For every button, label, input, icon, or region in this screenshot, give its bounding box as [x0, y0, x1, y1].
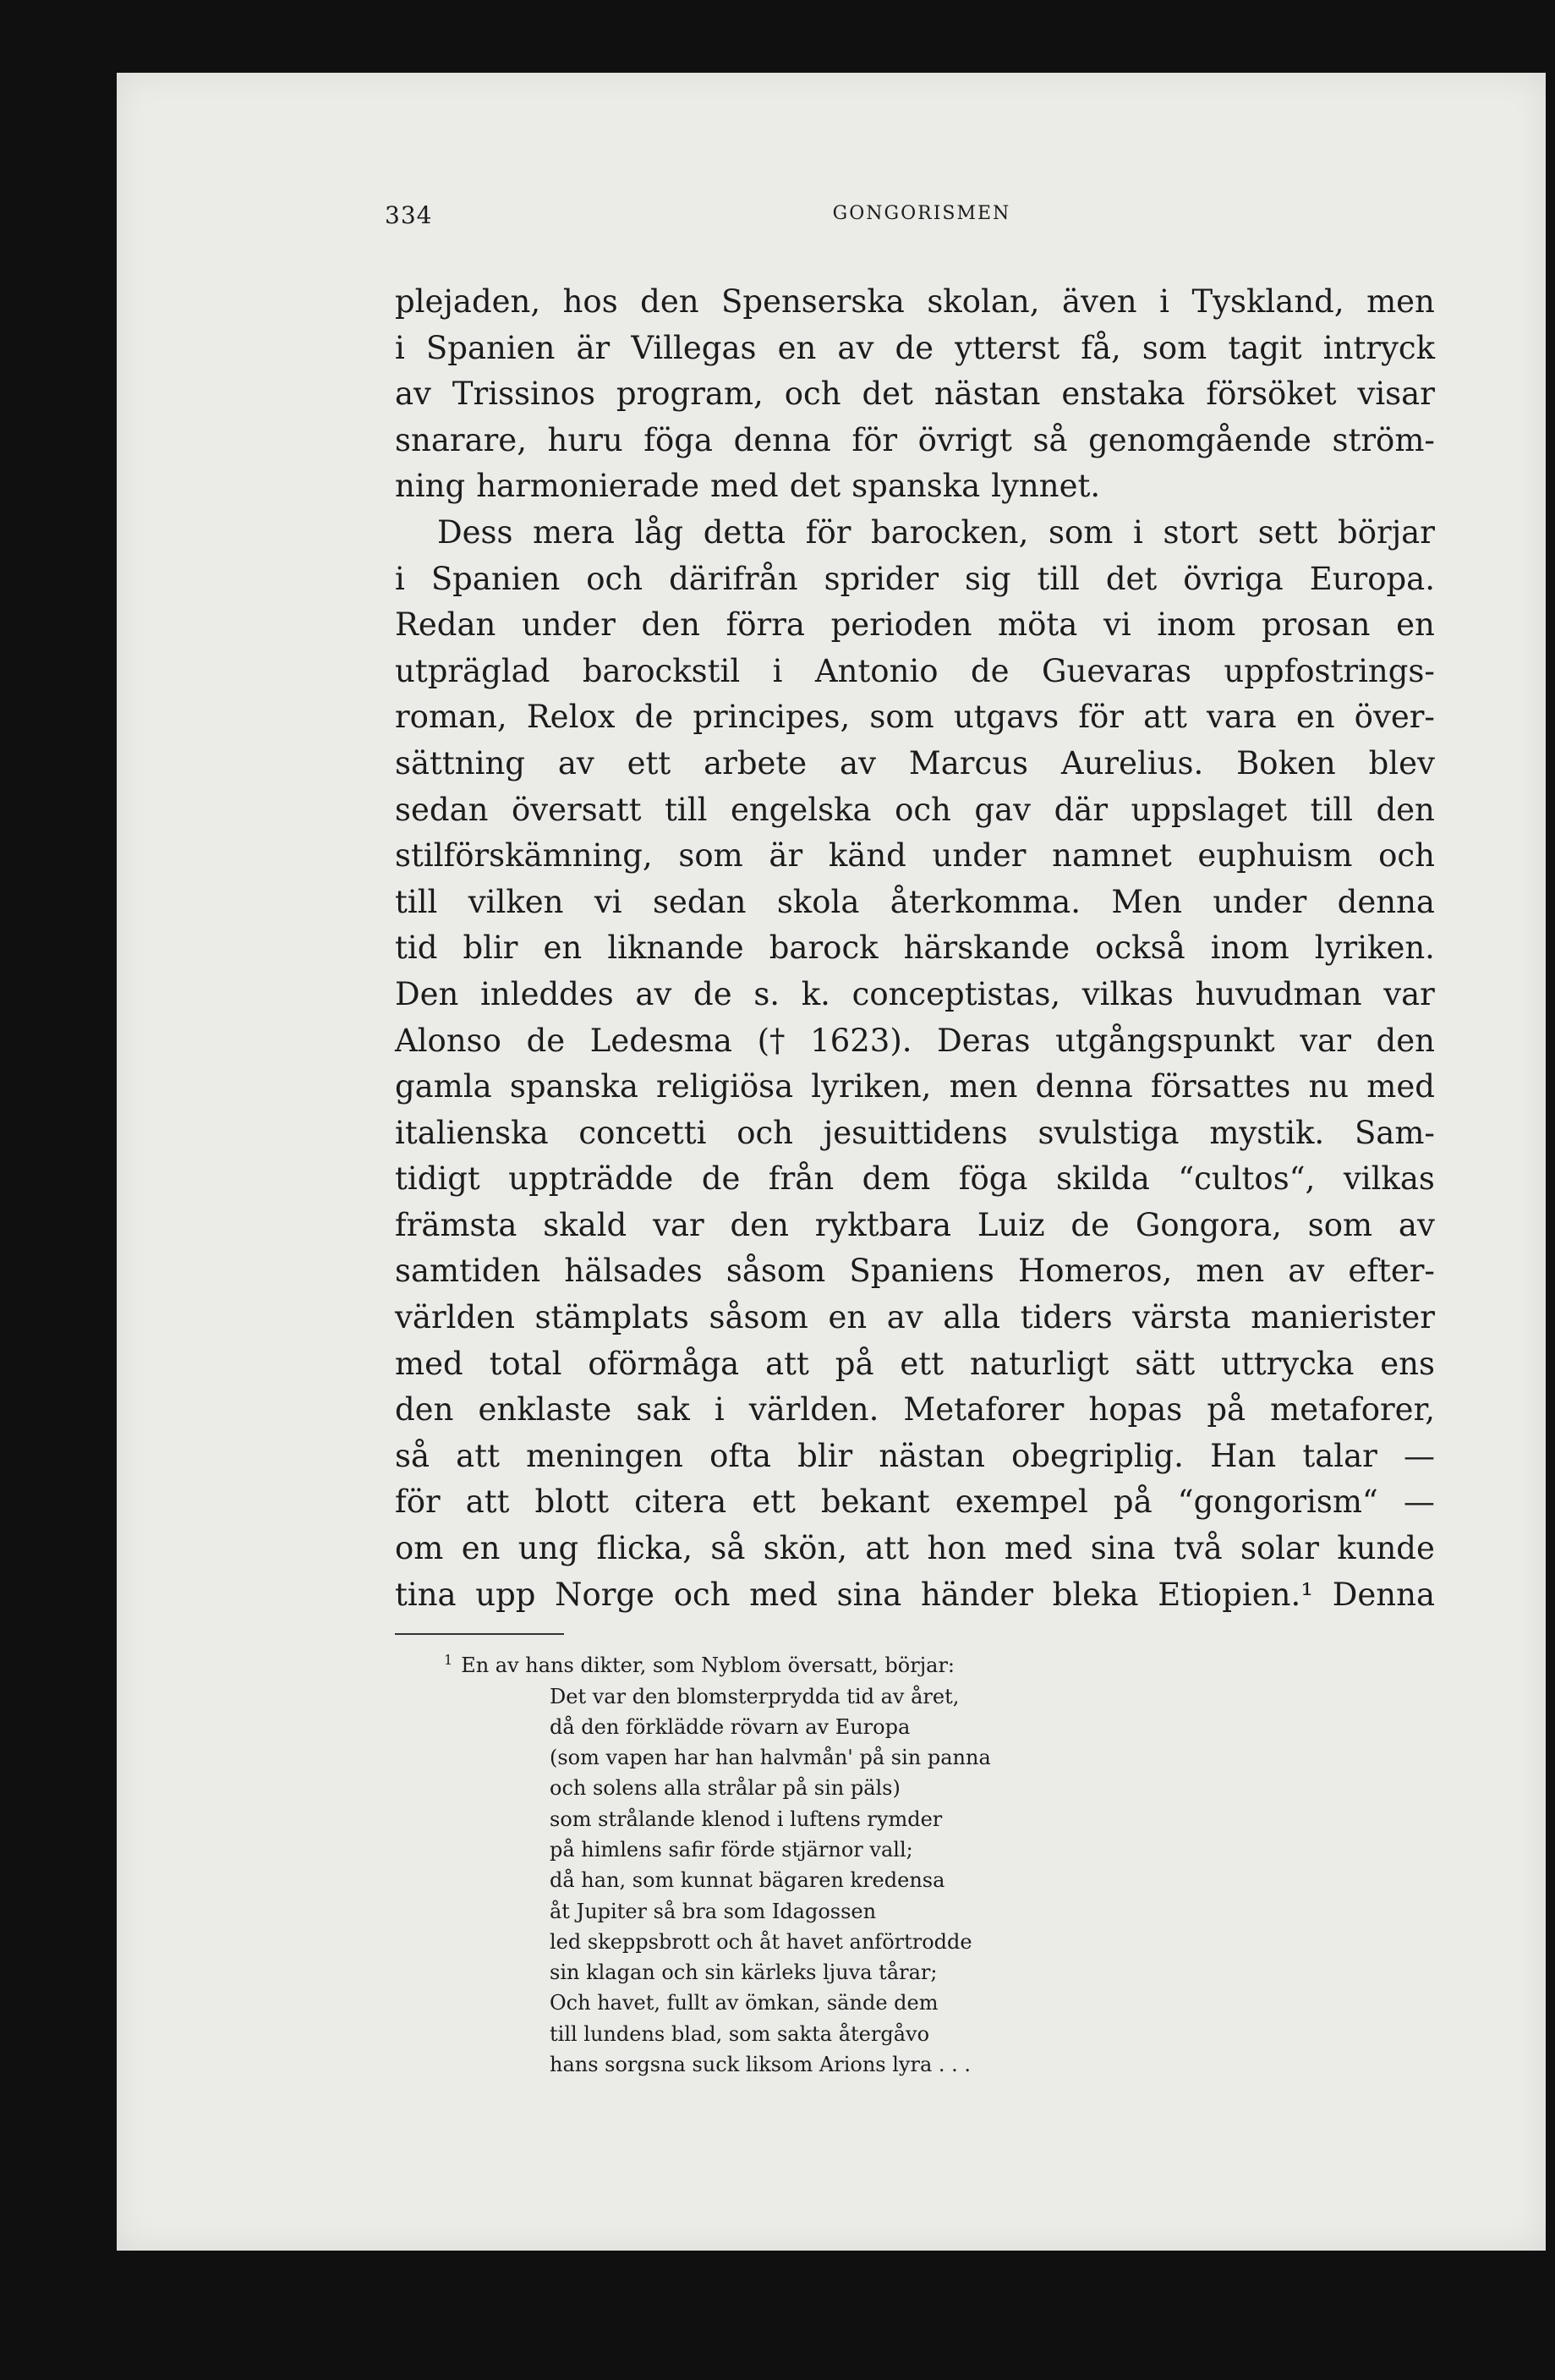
page-number: 334 — [385, 201, 433, 229]
body-line: så att meningen ofta blir nästan obegriplig. Han talar — — [395, 1437, 1435, 1474]
footnote-intro: En av hans dikter, som Nyblom översatt, börjar: — [461, 1653, 955, 1678]
footnote-poem — [550, 1681, 1442, 2081]
body-line: den enklaste sak i världen. Metaforer hopas på metaforer, — [395, 1391, 1435, 1429]
poem-line: Och havet, fullt av ömkan, sände dem — [550, 1991, 939, 2015]
body-line: för att blott citera ett bekant exempel på “gongorism“ — — [395, 1483, 1435, 1521]
running-head: GONGORISMEN — [832, 203, 1011, 224]
body-line: stilförskämning, som är känd under namnet euphuism och — [395, 837, 1435, 875]
poem-line: led skeppsbrott och åt havet anförtrodde — [550, 1929, 972, 1954]
body-line: samtiden hälsades såsom Spaniens Homeros, men av efter- — [395, 1253, 1435, 1290]
poem-line: åt Jupiter så bra som Idagossen — [550, 1899, 877, 1923]
body-line: sättning av ett arbete av Marcus Aurelius. Boken blev — [395, 744, 1435, 781]
body-line: Dess mera låg detta för barocken, som i stort sett börjar — [437, 513, 1435, 551]
footnote-rule — [395, 1633, 564, 1635]
body-line: Alonso de Ledesma († 1623). Deras utgångspunkt var den — [395, 1022, 1435, 1059]
poem-line: Det var den blomsterprydda tid av året, — [550, 1684, 960, 1708]
body-line: av Trissinos program, och det nästan enstaka försöket visar — [395, 376, 1435, 413]
poem-line: som strålande klenod i luftens rymder — [550, 1807, 943, 1831]
body-line: snarare, huru föga denna för övrigt så genomgående ström- — [395, 421, 1435, 458]
body-line: tidigt uppträdde de från dem föga skilda “cultos“, vilkas — [395, 1160, 1435, 1198]
body-line: i Spanien och därifrån sprider sig till det övriga Europa. — [395, 560, 1435, 597]
body-line: roman, Relox de principes, som utgavs för att vara en över- — [395, 699, 1435, 736]
body-line: främsta skald var den ryktbara Luiz de Gongora, som av — [395, 1206, 1435, 1243]
page-header — [385, 201, 1442, 235]
footnote — [444, 1645, 1442, 1681]
body-line: Den inleddes av de s. k. conceptistas, vilkas huvudman var — [395, 975, 1435, 1012]
body-line: världen stämplats såsom en av alla tiders värsta manierister — [395, 1299, 1435, 1336]
body-line: ning harmonierade med det spanska lynnet. — [395, 468, 1101, 505]
body-line: om en ung flicka, så skön, att hon med sina två solar kunde — [395, 1530, 1435, 1567]
poem-line: då den förklädde rövarn av Europa — [550, 1714, 911, 1739]
footnote-marker: 1 — [444, 1652, 453, 1669]
poem-line: och solens alla strålar på sin päls) — [550, 1776, 901, 1801]
body-text — [395, 279, 1435, 1618]
poem-line: (som vapen har han halvmån' på sin panna — [550, 1746, 991, 1770]
body-line: gamla spanska religiösa lyriken, men denna försattes nu med — [395, 1068, 1435, 1105]
body-line: till vilken vi sedan skola återkomma. Men under denna — [395, 883, 1435, 920]
poem-line: på himlens safir förde stjärnor vall; — [550, 1838, 913, 1862]
body-line: tina upp Norge och med sina händer bleka Etiopien.¹ Denna — [395, 1576, 1435, 1613]
body-line: i Spanien är Villegas en av de ytterst få, som tagit intryck — [395, 329, 1435, 366]
body-line: italienska concetti och jesuittidens svulstiga mystik. Sam- — [395, 1114, 1435, 1151]
body-line: sedan översatt till engelska och gav där uppslaget till den — [395, 791, 1435, 828]
body-line: Redan under den förra perioden möta vi inom prosan en — [395, 606, 1435, 644]
body-line: med total oförmåga att på ett naturligt sätt uttrycka ens — [395, 1345, 1435, 1382]
body-line: plejaden, hos den Spenserska skolan, även i Tyskland, men — [395, 283, 1435, 320]
page-content — [385, 201, 1442, 2080]
poem-line: sin klagan och sin kärleks ljuva tårar; — [550, 1960, 938, 1985]
poem-line: hans sorgsna suck liksom Arions lyra . . . — [550, 2053, 972, 2077]
body-line: utpräglad barockstil i Antonio de Guevaras uppfostrings- — [395, 652, 1435, 689]
poem-line: till lundens blad, som sakta återgåvo — [550, 2021, 930, 2046]
poem-line: då han, som kunnat bägaren kredensa — [550, 1868, 945, 1893]
body-line: tid blir en liknande barock härskande också inom lyriken. — [395, 930, 1435, 967]
